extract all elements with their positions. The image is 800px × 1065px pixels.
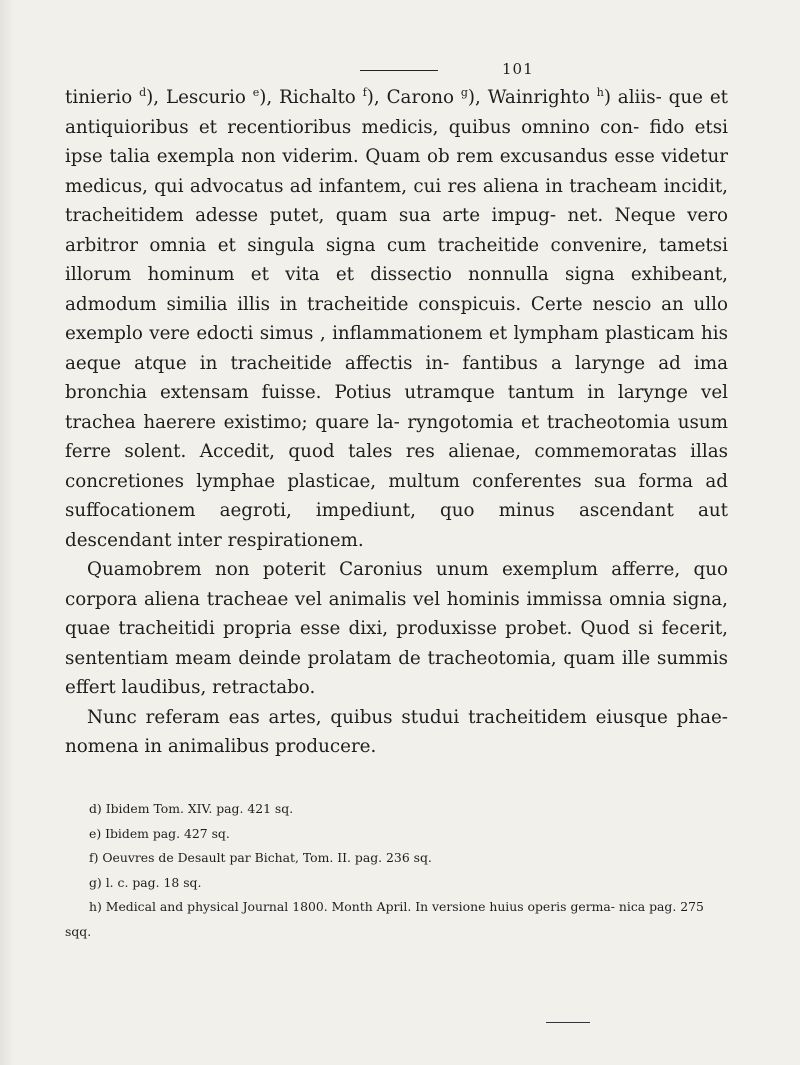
paragraph-2	[65, 555, 728, 703]
paragraph-1	[65, 83, 728, 555]
text-run: ), Wainrighto	[467, 87, 597, 108]
body-text	[65, 83, 728, 762]
text-run: ) aliis- que et antiquioribus et recentioribus medicis, quibus omnino con- fido etsi ipse talia exempla non viderim. Quam ob rem excusandus esse videtur medicus, qui advocatus ad infantem, cui res aliena in tracheam incidit, tracheitidem adesse putet, quam sua arte impug- net. Neque vero arbitror omnia et singula signa cum tracheitide convenire, tametsi illorum hominum et vita et dissectio nonnulla signa exhibeant, admodum similia illis in tracheitide conspicuis. Certe nescio an ullo exemplo vere edocti simus , inflammationem et lympham plasticam his aeque atque in tracheitide affectis in- fantibus a larynge ad ima bronchia extensam fuisse. Potius utramque tantum in larynge vel trachea haerere existimo; quare la- ryngotomia et tracheotomia usum ferre solent. Accedit, quod tales res alienae, commemoratas illas concretiones lymphae plasticae, multum conferentes sua forma ad suffocationem aegroti, impediunt, quo minus ascendant aut descendant inter respirationem.	[65, 87, 728, 551]
text-run: ), Carono	[366, 87, 461, 108]
footnote-ref-g: g	[460, 86, 468, 99]
footnote-ref-d: d	[139, 86, 147, 99]
footnote-h: h) Medical and physical Journal 1800. Month April. In versione huius operis germa- nica pag. 275 sqq.	[65, 899, 704, 939]
footer-rule	[546, 1022, 590, 1023]
footnote-ref-e: e	[252, 86, 260, 99]
page-edge	[0, 0, 14, 1065]
text-run: tinierio	[65, 87, 140, 108]
text-run: Quamobrem non poterit Caronius unum exemplum afferre, quo corpora aliena tracheae vel animalis vel hominis immissa omnia signa, quae tracheitidi propria esse dixi, produxisse probet. Quod si fecerit, sententiam meam deinde prolatam de tracheotomia, quam ille summis effert laudibus, retractabo.	[65, 559, 728, 698]
footnote-g: g) l. c. pag. 18 sq.	[89, 874, 202, 890]
footnote-e: e) Ibidem pag. 427 sq.	[89, 825, 230, 841]
text-run: ), Richalto	[259, 87, 363, 108]
footnote-f: f) Oeuvres de Desault par Bichat, Tom. II. pag. 236 sq.	[89, 850, 432, 865]
footnote-d: d) Ibidem Tom. XIV. pag. 421 sq.	[89, 801, 294, 816]
footnotes	[65, 797, 728, 944]
footnote-ref-h: h	[596, 86, 604, 99]
text-run: ), Lescurio	[146, 87, 253, 108]
text-run: Nunc referam eas artes, quibus studui tracheitidem eiusque phae- nomena in animalibus producere.	[65, 706, 728, 757]
paragraph-3	[65, 703, 728, 762]
page-number: 101	[502, 60, 534, 78]
footnote-ref-f: f	[362, 86, 367, 99]
header-rule	[360, 70, 438, 71]
